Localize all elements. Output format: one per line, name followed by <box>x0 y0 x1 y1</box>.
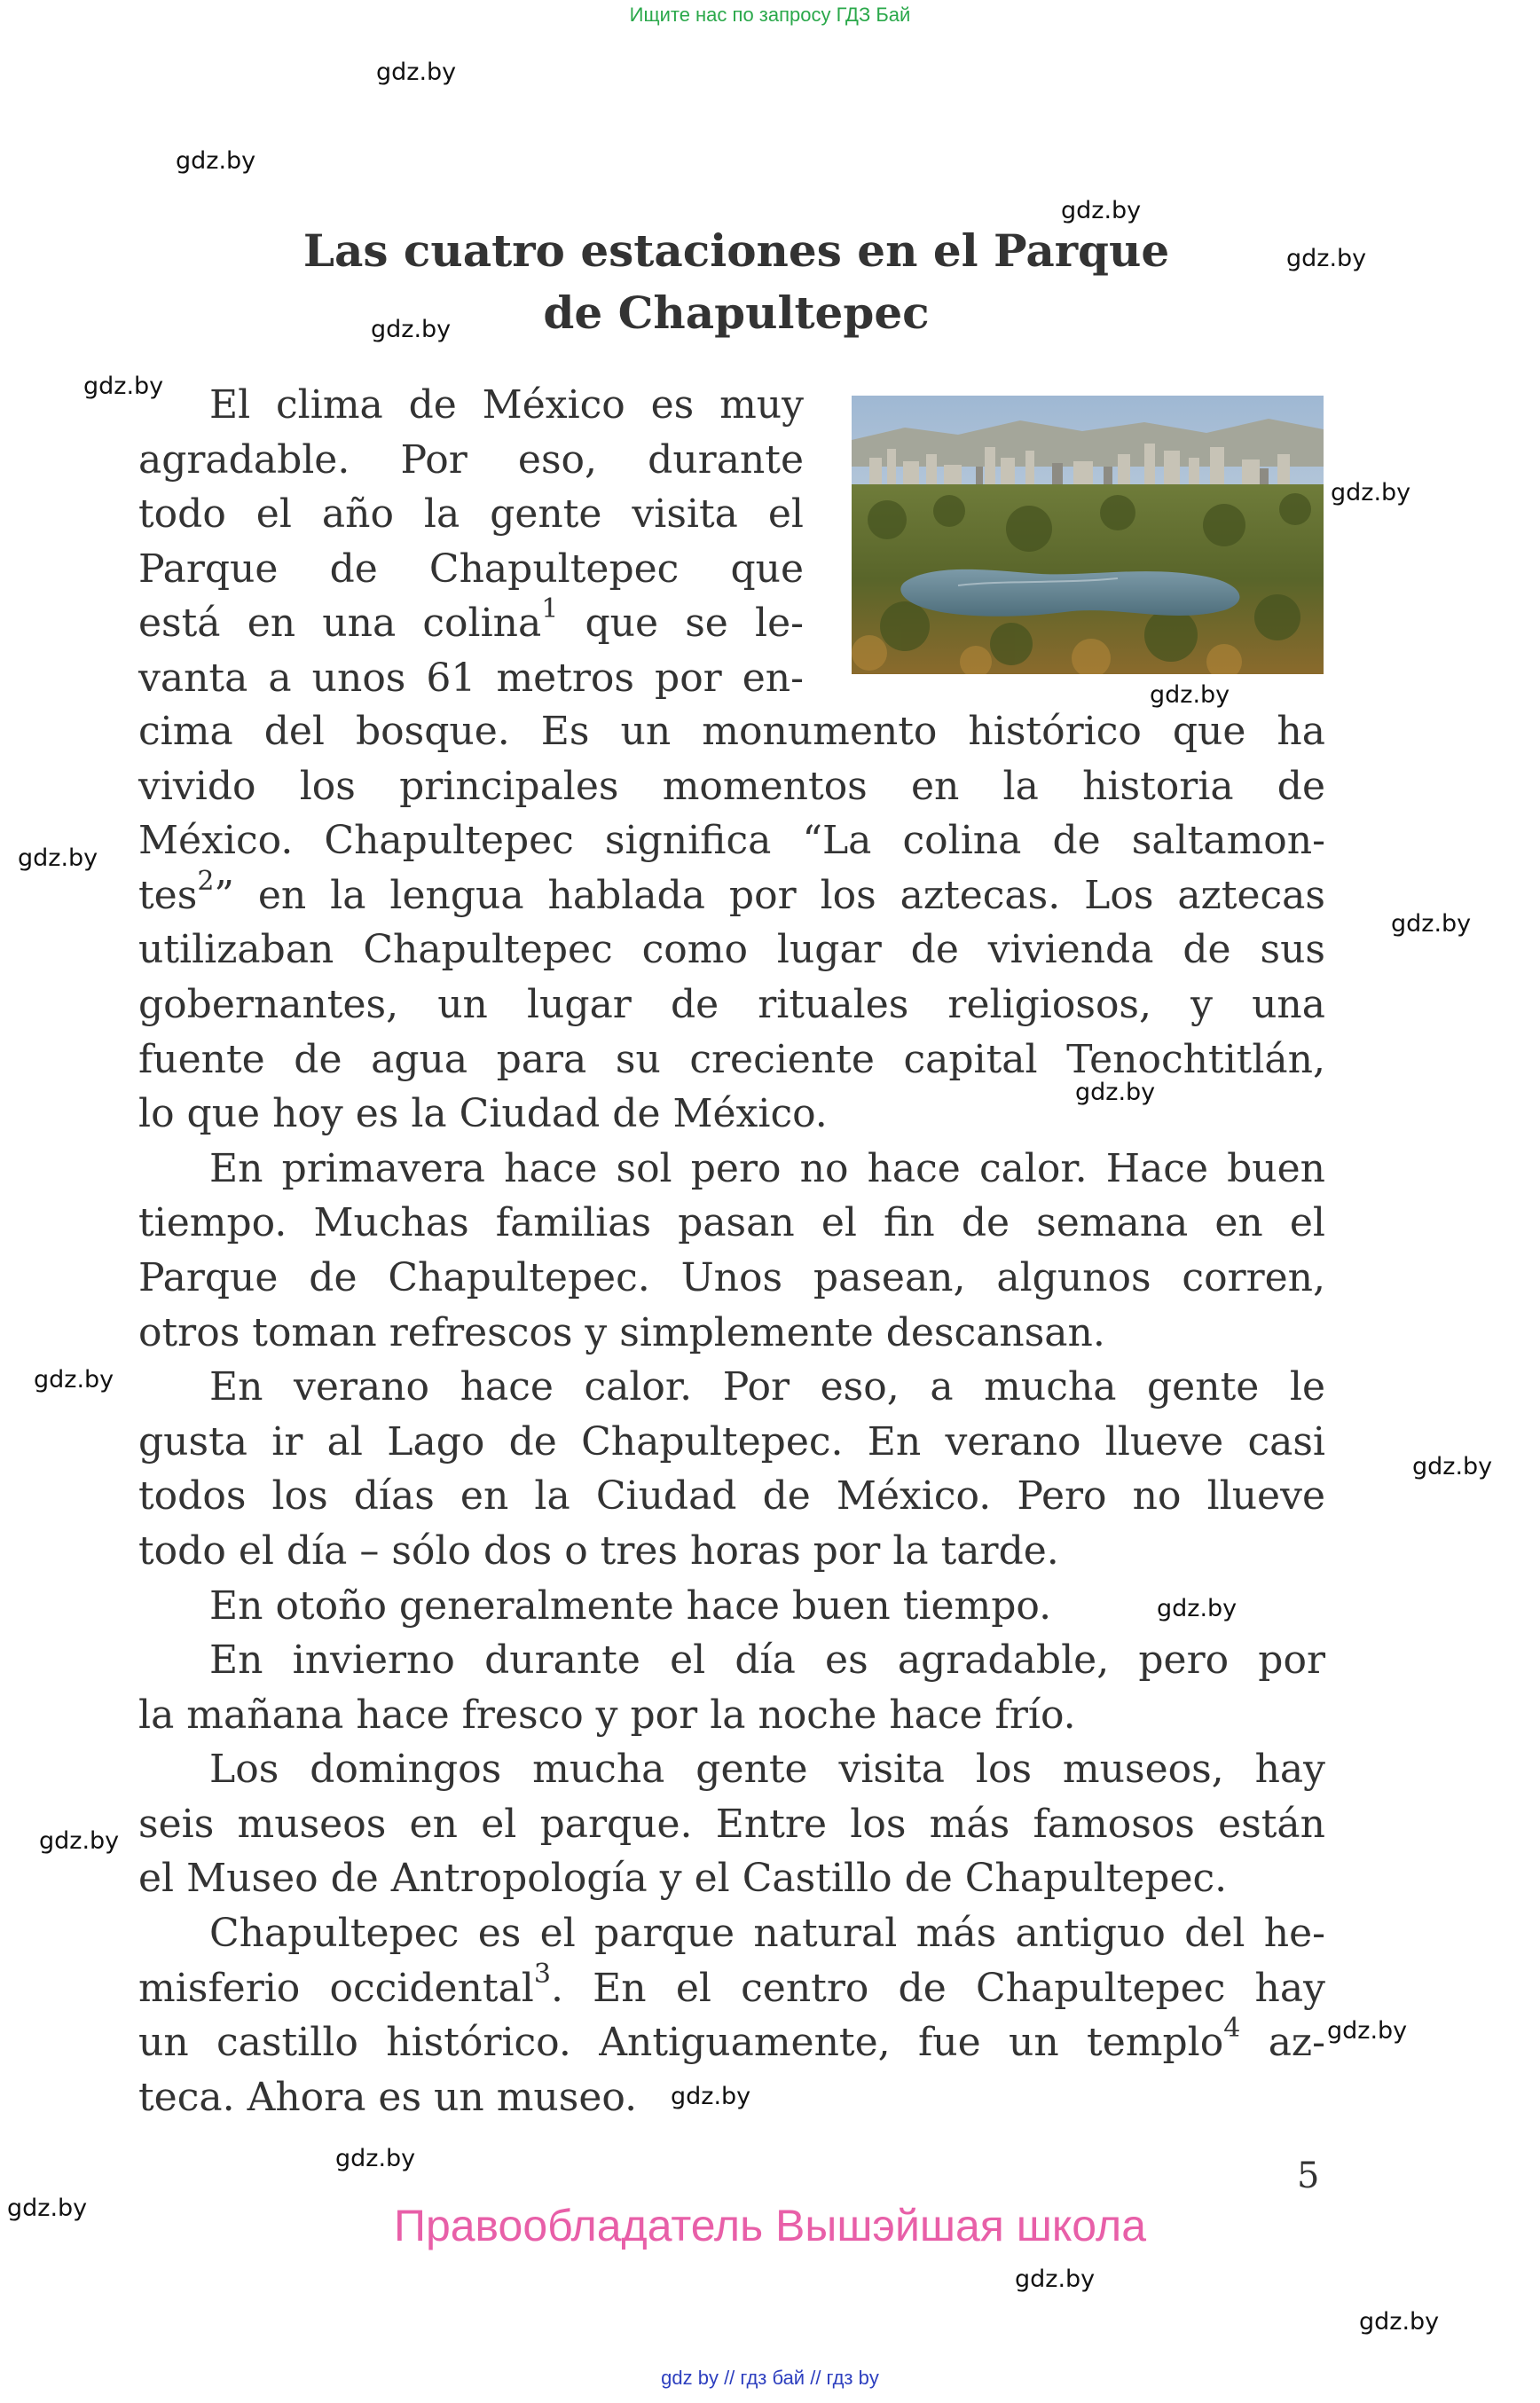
text-segment: tes <box>138 872 198 918</box>
text-line: México. Chapultepec significa “La colina de saltamon- <box>138 818 1325 864</box>
text-line: El clima de México es muy <box>209 382 804 428</box>
watermark: gdz.by <box>335 2145 416 2172</box>
text-line: lo que hoy es la Ciudad de México. <box>138 1091 828 1137</box>
text-line: la mañana hace fresco y por la noche hace frío. <box>138 1692 1076 1738</box>
page-title <box>293 220 1180 344</box>
text-line: vanta a unos 61 metros por en- <box>138 655 804 701</box>
text-line: Parque de Chapultepec. Unos pasean, algunos corren, <box>138 1254 1325 1300</box>
text-line: todo el día – sólo dos o tres horas por la tarde. <box>138 1527 1059 1574</box>
text-line: En verano hace calor. Por eso, a mucha gente le <box>209 1364 1325 1410</box>
watermark: gdz.by <box>7 2195 88 2222</box>
footnote-mark: 1 <box>541 593 559 625</box>
watermark: gdz.by <box>371 316 452 343</box>
watermark: gdz.by <box>1015 2266 1096 2293</box>
watermark: gdz.by <box>39 1827 120 1855</box>
watermark: gdz.by <box>671 2083 751 2110</box>
watermark: gdz.by <box>18 844 98 872</box>
text-line: todos los días en la Ciudad de México. Pero no llueve <box>138 1473 1325 1520</box>
text-line <box>138 593 804 651</box>
footnote-mark: 2 <box>197 865 215 897</box>
text-line: En invierno durante el día es agradable, pero por <box>209 1637 1325 1684</box>
watermark: gdz.by <box>34 1366 114 1394</box>
text-line: todo el año la gente visita el <box>138 491 804 538</box>
watermark: gdz.by <box>1412 1453 1493 1480</box>
park-photo <box>852 396 1324 674</box>
text-line: Los domingos mucha gente visita los museos, hay <box>209 1747 1325 1793</box>
text-line: cima del bosque. Es un monumento histórico que ha <box>138 709 1325 754</box>
text-line: el Museo de Antropología y el Castillo de Chapultepec. <box>138 1856 1228 1902</box>
text-segment: está en una colina <box>138 601 542 647</box>
intro-paragraph <box>138 378 804 706</box>
text-line: En primavera hace sol pero no hace calor. Hace buen <box>209 1145 1325 1191</box>
text-line <box>138 1958 1325 2016</box>
main-text <box>138 704 1325 2124</box>
park-photo-illustration <box>852 396 1324 674</box>
text-line: seis museos en el parque. Entre los más famosos están <box>138 1801 1325 1847</box>
title-line-1: Las cuatro estaciones en el Parque <box>302 224 1170 277</box>
text-segment: . En el centro de Chapultepec hay <box>550 1965 1325 2011</box>
text-line: vivido los principales momentos en la historia de <box>138 763 1325 809</box>
watermark: gdz.by <box>1286 245 1367 272</box>
text-segment: misferio occidental <box>138 1965 534 2011</box>
text-segment: ” en la lengua hablada por los aztecas. Los aztecas <box>214 872 1325 918</box>
text-line: tiempo. Muchas familias pasan el fin de semana en el <box>138 1200 1325 1246</box>
text-line: gusta ir al Lago de Chapultepec. En verano llueve casi <box>138 1418 1325 1465</box>
footnote-mark: 3 <box>533 1958 551 1990</box>
text-segment: az- <box>1240 2020 1325 2066</box>
text-line: En otoño generalmente hace buen tiempo. <box>209 1582 1052 1629</box>
footer-links[interactable]: gdz by // гдз бай // гдз by <box>661 2367 879 2389</box>
text-line: agradable. Por eso, durante <box>138 436 804 483</box>
text-line: utilizaban Chapultepec como lugar de vivienda de sus <box>138 927 1325 973</box>
text-segment: que se le- <box>558 601 804 647</box>
watermark: gdz.by <box>1327 2017 1408 2045</box>
footnote-mark: 4 <box>1223 2013 1241 2045</box>
text-line: Parque de Chapultepec que <box>138 546 804 592</box>
rights-holder-notice: Правообладатель Вышэйшая школа <box>394 2201 1146 2250</box>
text-line <box>138 865 1325 923</box>
text-line <box>138 2015 1325 2070</box>
title-line-2: de Chapultepec <box>543 287 930 339</box>
page-number: 5 <box>1297 2156 1320 2196</box>
watermark: gdz.by <box>376 59 457 86</box>
watermark: gdz.by <box>176 147 256 175</box>
text-line: otros toman refrescos y simplemente descansan. <box>138 1309 1105 1355</box>
text-line: gobernantes, un lugar de rituales religiosos, y una <box>138 981 1325 1027</box>
watermark: gdz.by <box>1391 910 1472 938</box>
watermark: gdz.by <box>1061 197 1142 224</box>
watermark: gdz.by <box>83 373 164 400</box>
watermark: gdz.by <box>1157 1595 1238 1622</box>
search-hint-banner[interactable]: Ищите нас по запросу ГДЗ Бай <box>629 4 911 26</box>
watermark: gdz.by <box>1359 2308 1440 2336</box>
text-segment: un castillo histórico. Antiguamente, fue un templo <box>138 2020 1224 2066</box>
text-line: fuente de agua para su creciente capital Tenochtitlán, <box>138 1036 1325 1082</box>
text-line: teca. Ahora es un museo. <box>138 2074 638 2120</box>
watermark: gdz.by <box>1075 1079 1156 1106</box>
text-line: Chapultepec es el parque natural más antiguo del he- <box>209 1911 1325 1957</box>
watermark: gdz.by <box>1331 479 1411 507</box>
watermark: gdz.by <box>1150 681 1230 709</box>
